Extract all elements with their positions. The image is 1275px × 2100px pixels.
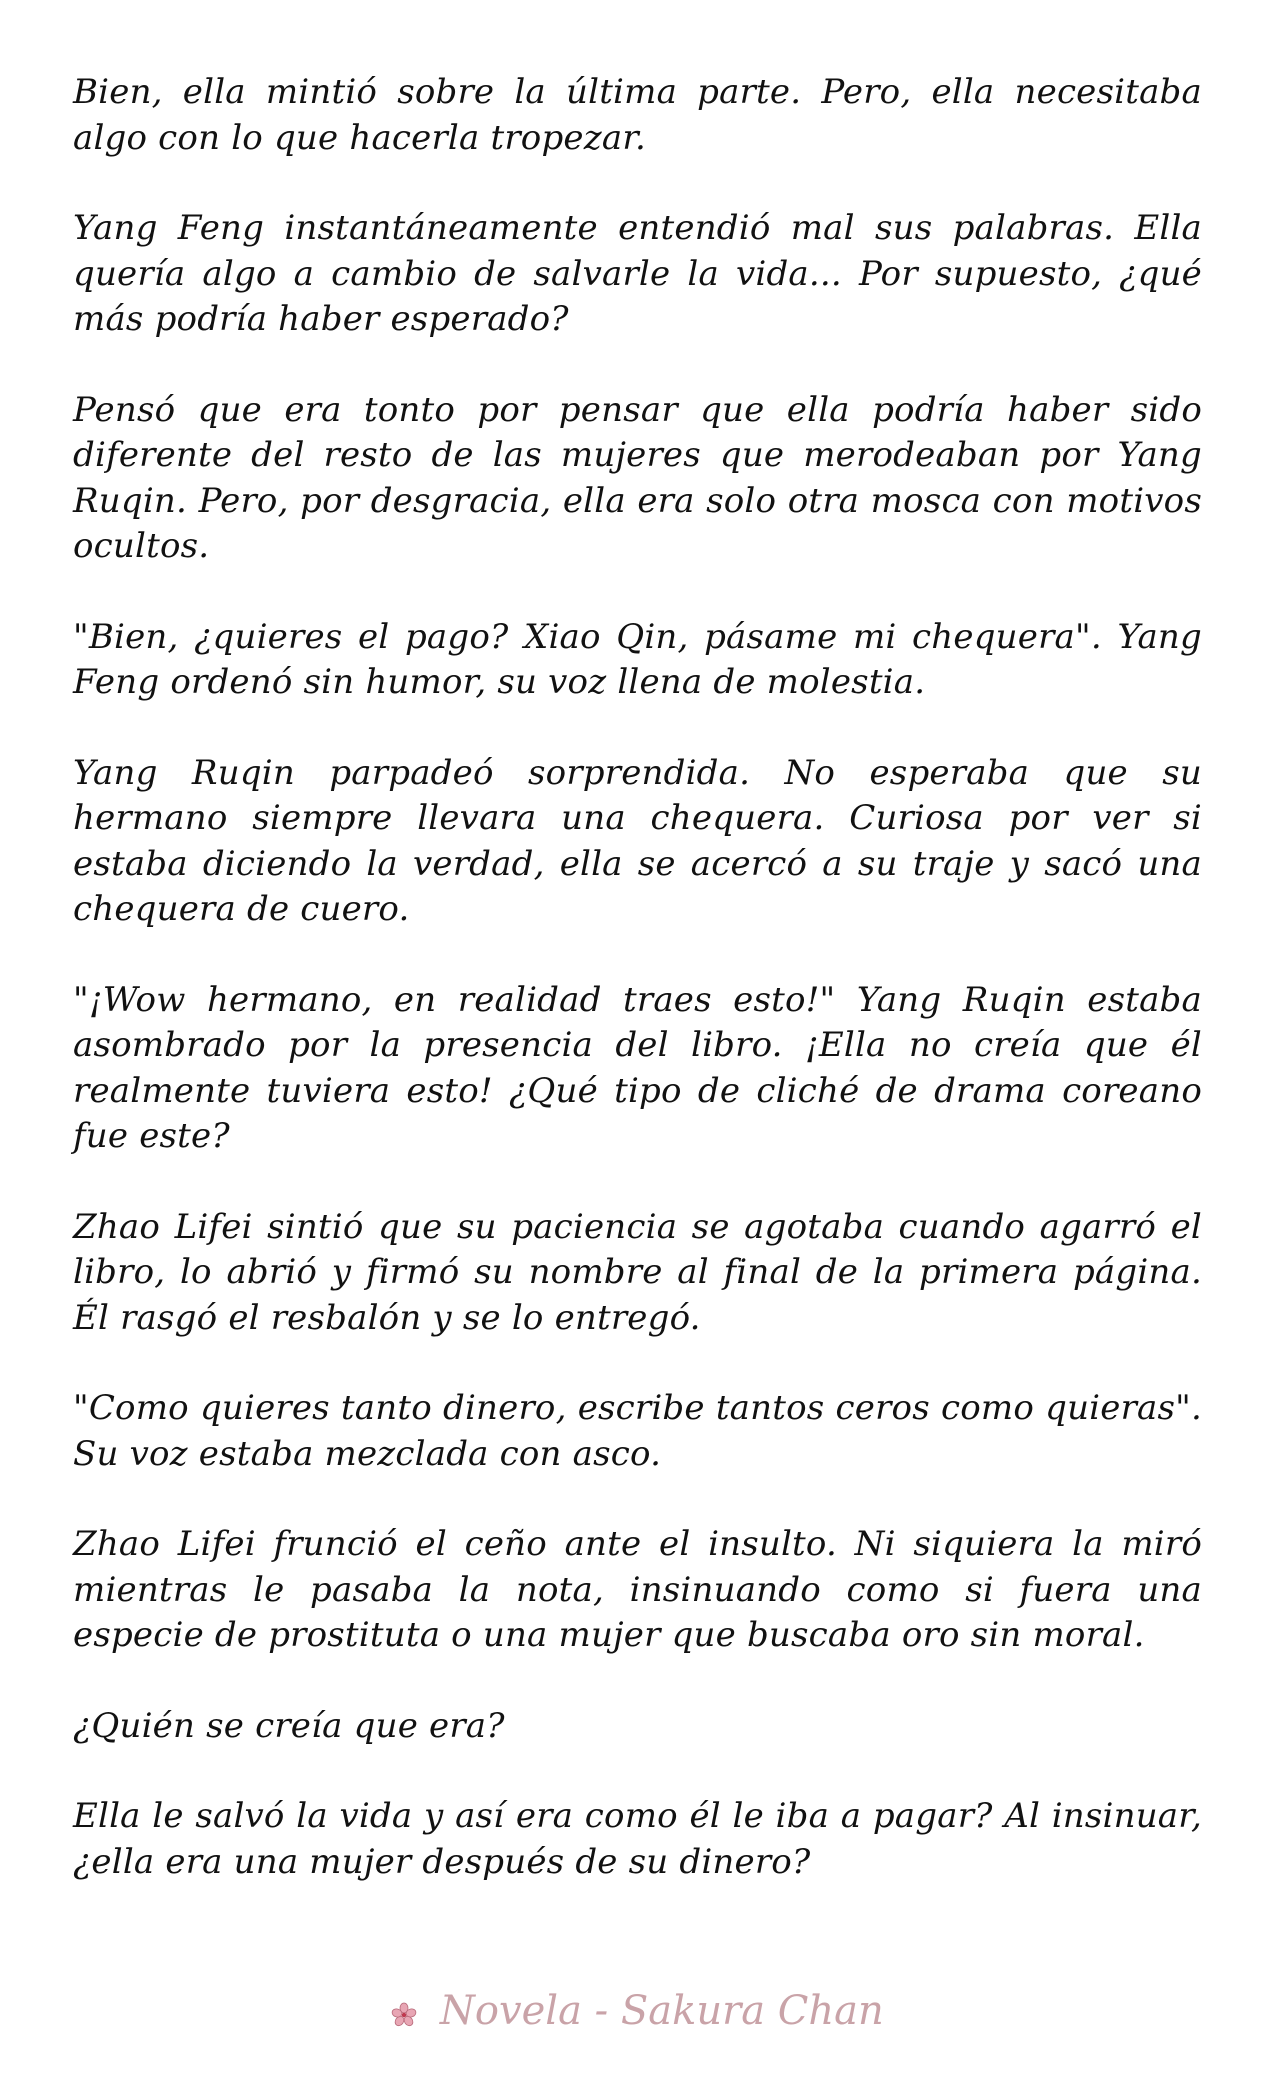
paragraph-3: Pensó que era tonto por pensar que ella podría haber sido diferente del resto de las mujeres que merodeaban por Yang Ruqin. Pero, por desgracia, ella era solo otra mosca con motivos ocultos.: [73, 389, 1202, 566]
watermark-text: Novela - Sakura Chan: [439, 1988, 884, 2034]
paragraph-7: Zhao Lifei sintió que su paciencia se agotaba cuando agarró el libro, lo abrió y firmó su nombre al final de la primera página. Él rasgó el resbalón y se lo entregó.: [73, 1206, 1202, 1338]
paragraph-4: "Bien, ¿quieres el pago? Xiao Qin, pásame mi chequera". Yang Feng ordenó sin humor, su voz llena de molestia.: [73, 616, 1202, 702]
paragraph-8: "Como quieres tanto dinero, escribe tantos ceros como quieras". Su voz estaba mezclada con asco.: [73, 1388, 1202, 1474]
paragraph-5: Yang Ruqin parpadeó sorprendida. No esperaba que su hermano siempre llevara una chequera. Curiosa por ver si estaba diciendo la verdad, ella se acercó a su traje y sacó una chequera de cuero.: [73, 752, 1202, 929]
paragraph-1: Bien, ella mintió sobre la última parte. Pero, ella necesitaba algo con lo que hacerla tropezar.: [73, 72, 1202, 158]
document-body: [73, 70, 1202, 1930]
paragraph-2: Yang Feng instantáneamente entendió mal sus palabras. Ella quería algo a cambio de salvarle la vida... Por supuesto, ¿qué más podría haber esperado?: [73, 208, 1202, 339]
sakura-flower-icon: [391, 1992, 417, 2018]
paragraph-10: ¿Quién se creía que era?: [73, 1705, 505, 1746]
paragraph-6: "¡Wow hermano, en realidad traes esto!" Yang Ruqin estaba asombrado por la presencia del libro. ¡Ella no creía que él realmente tuviera esto! ¿Qué tipo de cliché de drama coreano fue este?: [73, 979, 1202, 1156]
paragraph-11: Ella le salvó la vida y así era como él le iba a pagar? Al insinuar, ¿ella era una mujer después de su dinero?: [73, 1796, 1202, 1882]
watermark: [0, 1985, 1275, 2034]
paragraph-9: Zhao Lifei frunció el ceño ante el insulto. Ni siquiera la miró mientras le pasaba la nota, insinuando como si fuera una especie de prostituta o una mujer que buscaba oro sin moral.: [73, 1524, 1202, 1655]
